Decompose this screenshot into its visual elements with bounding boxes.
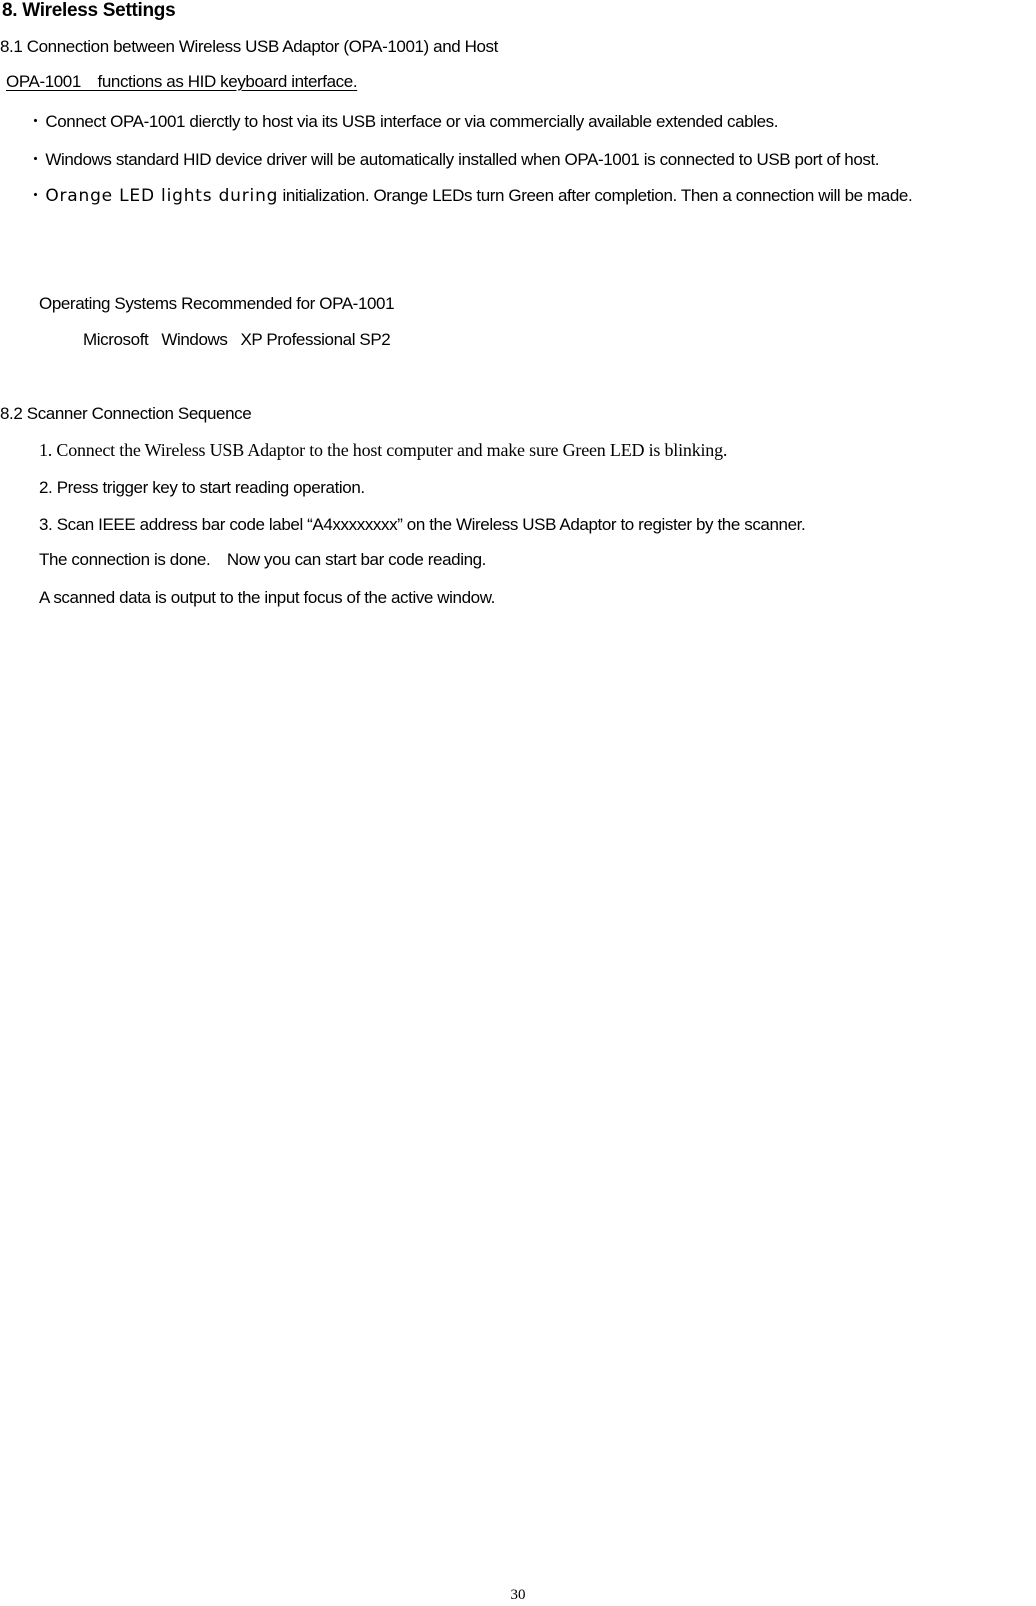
- bullet-mark: ・: [27, 150, 44, 169]
- bullet-text-1: Connect OPA-1001 dierctly to host via its USB interface or via commercially available extended cables.: [45, 112, 779, 131]
- bullet-mark: ・: [27, 112, 44, 131]
- section-heading: [2, 1, 175, 20]
- output-text: A scanned data is output to the input focus of the active window.: [39, 588, 495, 607]
- page-number: 30: [510, 1587, 526, 1603]
- bullet-item-3: [27, 187, 912, 205]
- step-2: 2. Press trigger key to start reading operation.: [39, 478, 365, 497]
- bullet-text-3-rest: initialization. Orange LEDs turn Green after completion. Then a connection will be made.: [278, 186, 913, 205]
- bullet-item-2: [27, 151, 879, 168]
- section-number: 8.: [2, 0, 18, 21]
- section-title: Wireless Settings: [22, 0, 176, 21]
- subsection-1-note: OPA-1001 functions as HID keyboard interface.: [6, 72, 358, 91]
- subsection-2-title: 8.2 Scanner Connection Sequence: [0, 404, 252, 423]
- connection-done-text: The connection is done. Now you can start bar code reading.: [39, 550, 487, 569]
- step-1: 1. Connect the Wireless USB Adaptor to the host computer and make sure Green LED is blinking.: [39, 440, 728, 460]
- subsection-1-title: 8.1 Connection between Wireless USB Adaptor (OPA-1001) and Host: [0, 37, 498, 56]
- os-item: Microsoft Windows XP Professional SP2: [83, 330, 391, 349]
- os-heading: Operating Systems Recommended for OPA-1001: [39, 294, 395, 313]
- step-3: 3. Scan IEEE address bar code label “A4xxxxxxxx” on the Wireless USB Adaptor to register by the scanner.: [39, 515, 806, 534]
- bullet-item-1: [27, 113, 778, 130]
- bullet-text-3-lead: Orange LED lights during: [45, 186, 279, 206]
- bullet-mark: ・: [27, 186, 44, 205]
- bullet-text-2: Windows standard HID device driver will be automatically installed when OPA-1001 is connected to USB port of host.: [45, 150, 880, 169]
